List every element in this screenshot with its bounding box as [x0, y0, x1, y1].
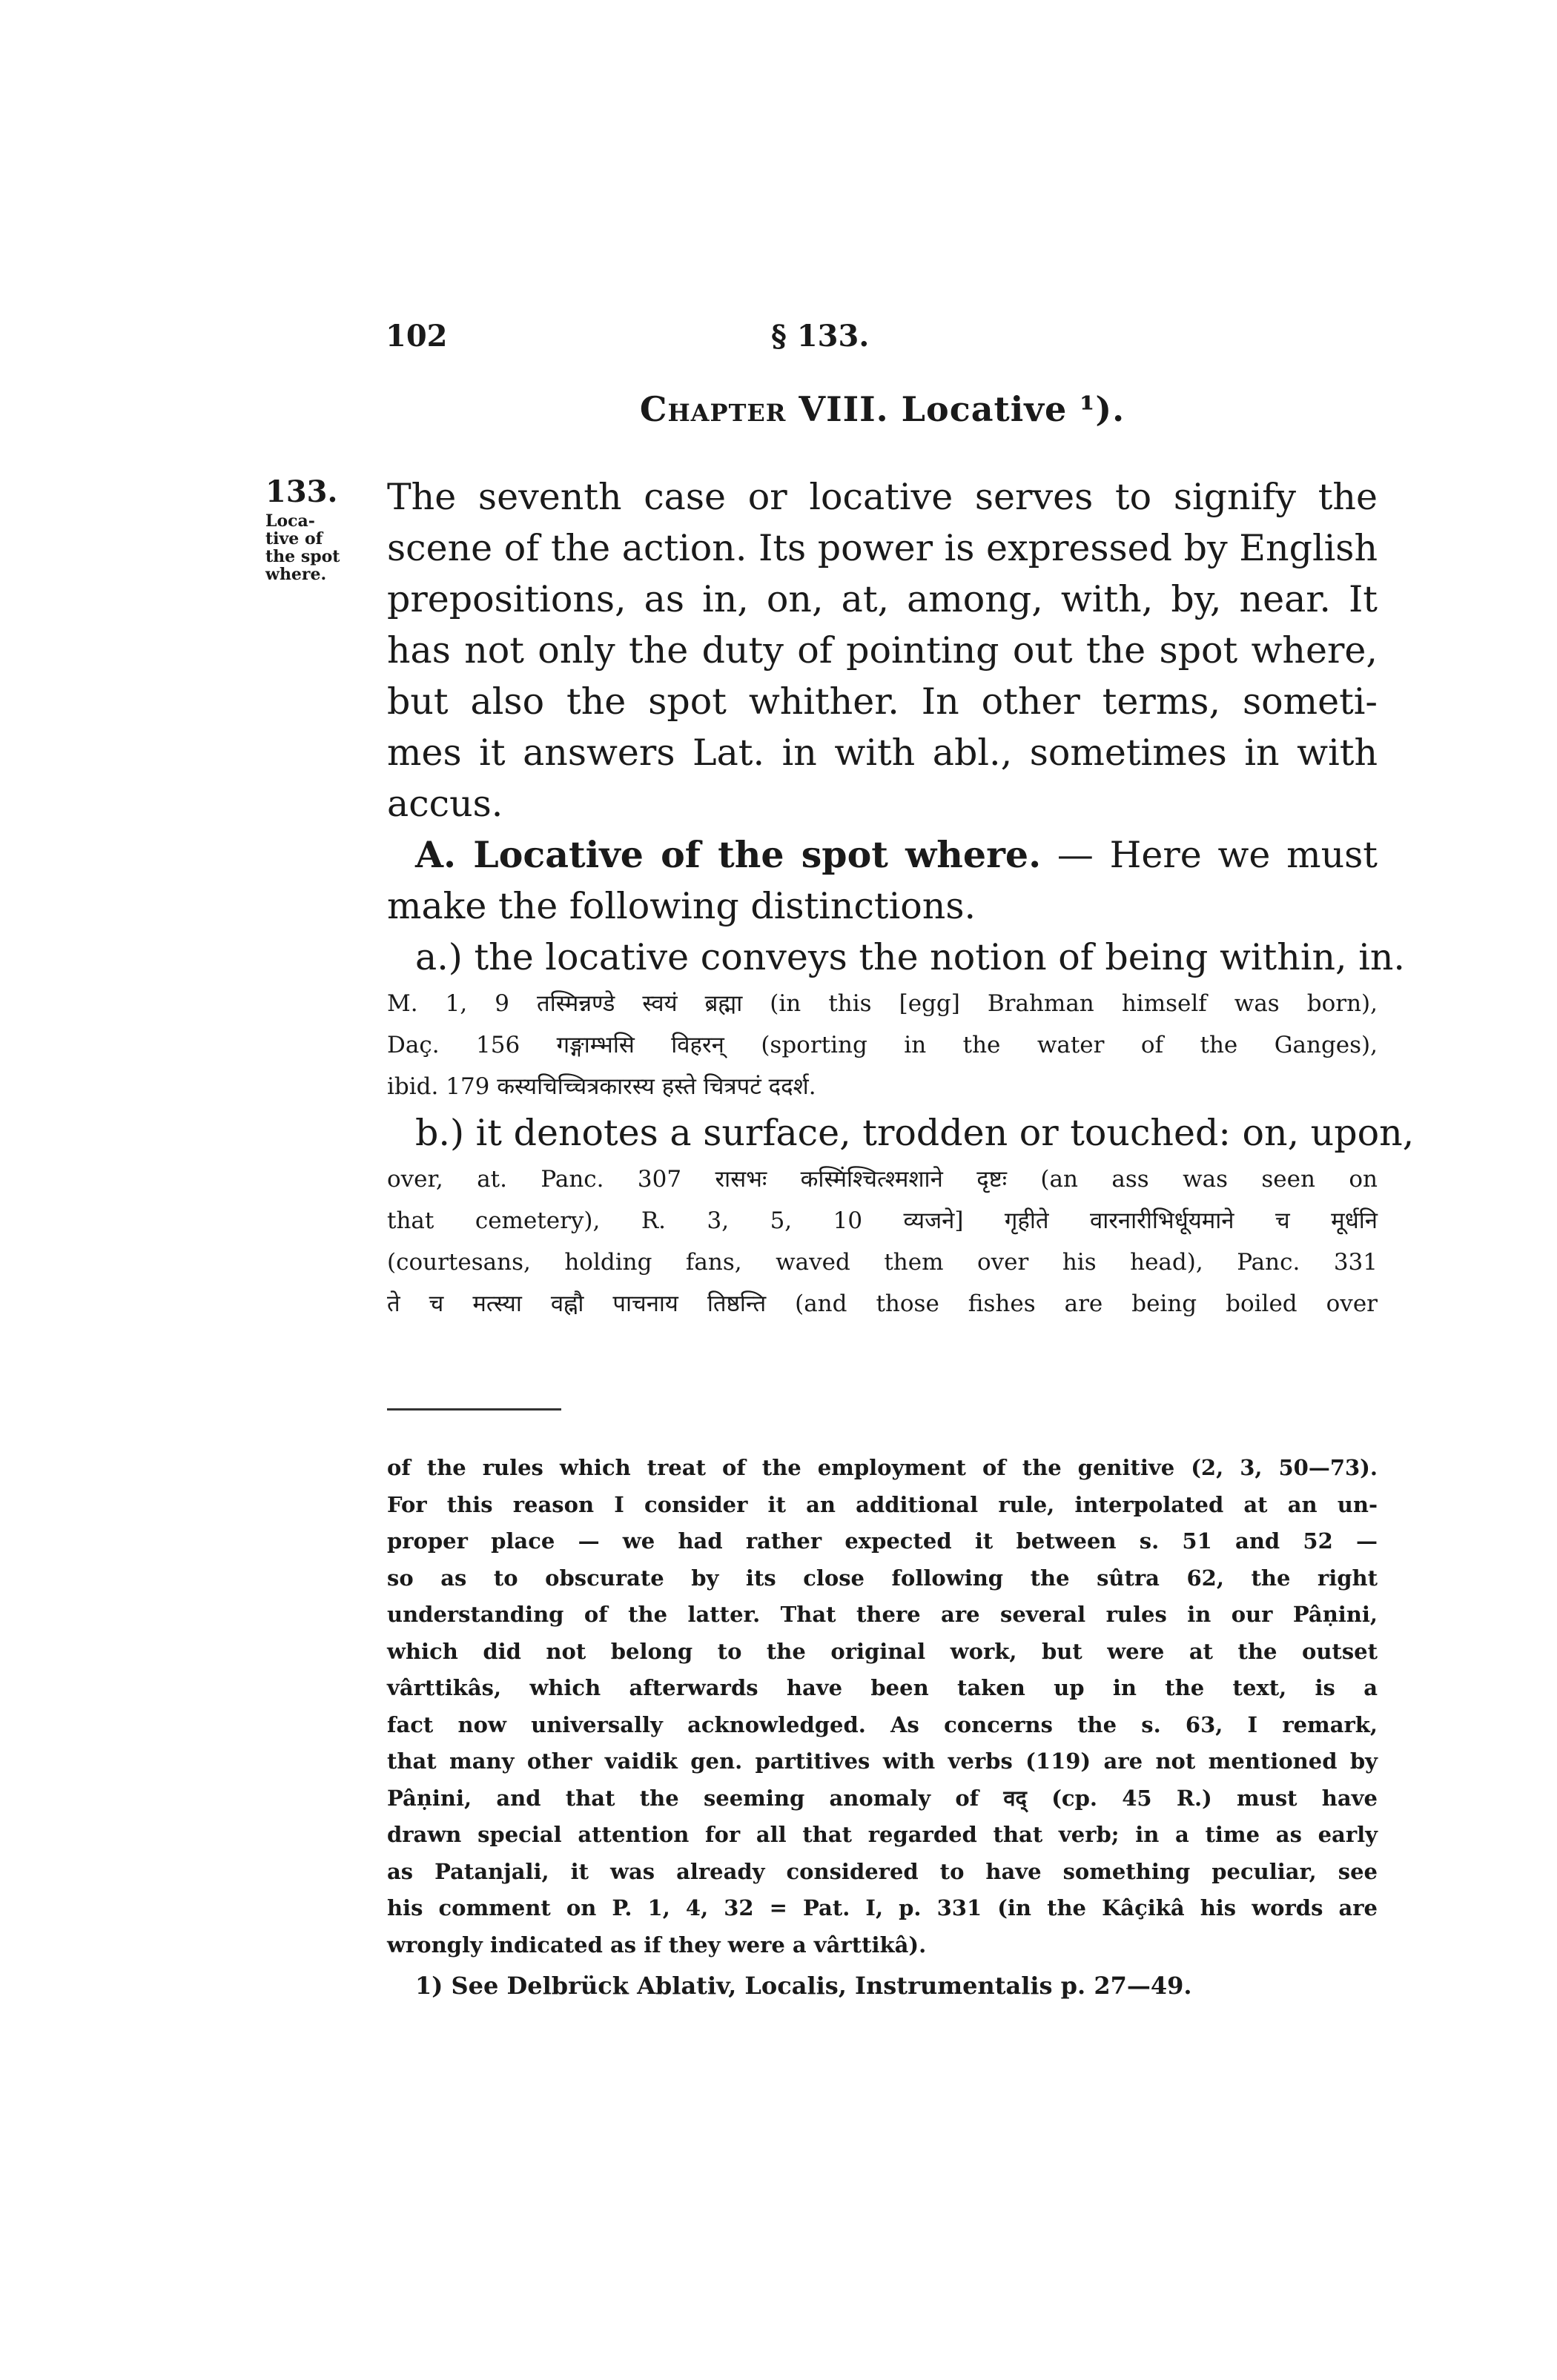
footnote-line: his comment on P. 1, 4, 32 = Pat. I, p. 331 (in the Kâçikâ his words are [387, 1895, 1378, 1920]
chapter-label: Chapter [639, 389, 787, 429]
text-line: The seventh case or locative serves to signify the [387, 476, 1378, 518]
intro-paragraph [387, 471, 1378, 829]
footnote-line: fact now universally acknowledged. As concerns the s. 63, I remark, [387, 1711, 1378, 1737]
item-b-examples [387, 1158, 1378, 1325]
text-line: has not only the duty of pointing out the spot where, [387, 629, 1378, 672]
footnote-line: which did not belong to the original work, but were at the outset [387, 1638, 1378, 1664]
footnote-line: drawn special attention for all that regarded that verb; in a time as early [387, 1822, 1378, 1847]
text-line: make the following distinctions. [387, 885, 976, 927]
paragraph-number: 133. [265, 474, 338, 509]
section-mark: § 133. [771, 319, 870, 354]
item-a [387, 932, 1406, 983]
subsection-heading-line [415, 829, 1378, 881]
item-a-examples [387, 983, 1378, 1107]
margin-note-line: tive of [265, 529, 323, 548]
item-lead: b.) it denotes a surface, trodden or touched: on, upon, [415, 1112, 1415, 1154]
example-line: ते च मत्स्या वह्नौ पाचनाय तिष्ठन्ति (and those fishes are being boiled over [387, 1290, 1378, 1317]
footnote-line: as Patanjali, it was already considered to have something peculiar, see [387, 1858, 1378, 1884]
text-line: scene of the action. Its power is expressed by English [387, 527, 1378, 569]
footnote-line: understanding of the latter. That there are several rules in our Pâṇini, [387, 1602, 1378, 1627]
example-line: M. 1, 9 तस्मिन्नण्डे स्वयं ब्रह्मा (in this [egg] Brahman himself was born), [387, 990, 1378, 1017]
margin-note-line: where. [265, 565, 327, 584]
margin-note-line: the spot [265, 547, 340, 566]
subsection-heading-rest: — Here we must [1057, 834, 1378, 876]
text-line: prepositions, as in, on, at, among, with, by, near. It [387, 578, 1378, 620]
footnote-1-text: 1) See Delbrück Ablativ, Localis, Instrumentalis p. 27—49. [415, 1972, 1192, 2000]
footnote-line: For this reason I consider it an additional rule, interpolated at an un- [387, 1491, 1378, 1517]
footnote-divider [387, 1408, 561, 1411]
footnote-1 [387, 1968, 1378, 2005]
footnote-line: of the rules which treat of the employment of the genitive (2, 3, 50—73). [387, 1455, 1378, 1480]
example-line: Daç. 156 गङ्गाम्भसि विहरन् (sporting in the water of the Ganges), [387, 1032, 1378, 1058]
item-lead: a.) the locative conveys the notion of being within, in. [415, 936, 1406, 978]
text-line: but also the spot whither. In other terms, someti- [387, 680, 1378, 723]
item-b [387, 1107, 1415, 1158]
chapter-heading [386, 389, 1379, 429]
footnote-line: wrongly indicated as if they were a vârttikâ). [387, 1932, 927, 1958]
subsection-a [387, 829, 1378, 881]
footnotes [387, 1450, 1378, 2005]
footnote-line: that many other vaidik gen. partitives with verbs (119) are not mentioned by [387, 1748, 1378, 1774]
example-line: over, at. Panc. 307 रासभः कस्मिंश्चित्श्मशाने दृष्टः (an ass was seen on [387, 1166, 1378, 1193]
chapter-title: VIII. Locative ¹). [799, 389, 1125, 429]
running-head [386, 319, 1379, 371]
footnote-line: so as to obscurate by its close following the sûtra 62, the right [387, 1565, 1378, 1591]
margin-block [265, 474, 384, 583]
text-line: mes it answers Lat. in with abl., sometimes in with [387, 732, 1378, 774]
example-line: ibid. 179 कस्यचिच्चित्रकारस्य हस्ते चित्रपटं ददर्श. [387, 1073, 816, 1100]
example-line: (courtesans, holding fans, waved them over his head), Panc. 331 [387, 1249, 1378, 1276]
margin-note-line: Loca- [265, 511, 315, 531]
margin-note [265, 512, 384, 583]
footnote-line: proper place — we had rather expected it between s. 51 and 52 — [387, 1528, 1378, 1554]
example-line: that cemetery), R. 3, 5, 10 व्यजने] गृहीते वारनारीभिर्धूयमाने च मूर्धनि [387, 1207, 1378, 1234]
subsection-a-cont [387, 881, 1378, 932]
text-line: accus. [387, 783, 503, 825]
subsection-heading: A. Locative of the spot where. [415, 833, 1042, 876]
main-text [387, 471, 1415, 1325]
footnote-line: vârttikâs, which afterwards have been taken up in the text, is a [387, 1675, 1378, 1700]
page-number: 102 [386, 319, 448, 354]
footnote-line: Pâṇini, and that the seeming anomaly of वद् (cp. 45 R.) must have [387, 1785, 1378, 1811]
